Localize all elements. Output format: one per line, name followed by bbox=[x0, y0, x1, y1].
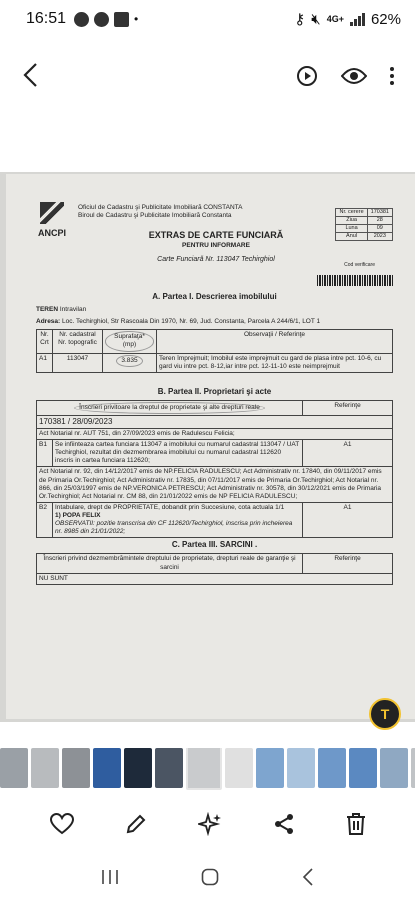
thumbnail[interactable] bbox=[349, 748, 377, 788]
month-value: 09 bbox=[367, 224, 392, 232]
a-row-cadastral: 113047 bbox=[53, 353, 103, 372]
year-value: 2023 bbox=[367, 232, 392, 240]
thumbnail[interactable] bbox=[93, 748, 121, 788]
year-label: Anul bbox=[336, 232, 367, 240]
c-row: NU SUNT bbox=[37, 573, 393, 584]
part-b-heading: B. Partea II. Proprietari şi acte bbox=[157, 386, 272, 396]
a-col-surface bbox=[103, 330, 157, 353]
b-col-entries-label: Înscrieri privitoare la dreptul de proprietate şi alte drepturi reale bbox=[74, 402, 265, 414]
part-a-table bbox=[36, 329, 393, 373]
thumbnail-strip[interactable] bbox=[0, 748, 415, 790]
mute-icon: 🔇︎ bbox=[311, 10, 321, 28]
teren-line bbox=[36, 306, 393, 314]
document-header bbox=[36, 200, 393, 270]
logo-label: ANCPI bbox=[37, 228, 66, 238]
gmail-icon bbox=[114, 12, 129, 27]
pencil-icon[interactable] bbox=[125, 813, 147, 835]
thumbnail[interactable] bbox=[411, 748, 415, 788]
month-label: Luna bbox=[336, 224, 367, 232]
trash-icon[interactable] bbox=[346, 813, 366, 835]
b-request-ref: 170381 / 28/09/2023 bbox=[37, 415, 393, 428]
b2-observations: OBSERVATII: pozitie transcrisa din CF 112620/Techirghiol, inscrisa prin incheierea nr. 8985 din 21/01/2022; bbox=[55, 520, 293, 536]
back-arrow-icon[interactable] bbox=[22, 62, 38, 88]
day-label: Ziua bbox=[336, 216, 367, 224]
notification-icons bbox=[74, 12, 138, 27]
part-b-table bbox=[36, 400, 393, 539]
b-col-refs: Referinţe bbox=[303, 400, 393, 415]
text-recognition-button[interactable] bbox=[369, 698, 401, 730]
eye-icon[interactable] bbox=[341, 66, 367, 86]
c-col-refs: Referinţe bbox=[303, 554, 393, 573]
a-col-surface-label: Suprafaţa* (mp) bbox=[105, 331, 154, 351]
a-row-observations: Teren împrejmuit; Imobilul este imprejmuit cu gard de plasa intre pct. 10-6, cu gard viu intre pct. 8-12,iar intre pct. 12-11-10 este neimprejmuit bbox=[157, 353, 393, 372]
a-col-nr: Nr. Crt bbox=[37, 330, 53, 353]
home-icon[interactable] bbox=[201, 868, 219, 886]
whatsapp-icon bbox=[94, 12, 109, 27]
a-row-nr: A1 bbox=[37, 353, 53, 372]
barcode bbox=[317, 275, 393, 286]
address-line bbox=[36, 318, 393, 326]
address-value: Loc. Techirghiol, Str Rascoala Din 1970, Nr. 69, Jud. Constanta, Parcela A 244/6/1, LOT 1 bbox=[62, 318, 321, 326]
part-a-heading: A. Partea I. Descrierea imobilului bbox=[152, 292, 277, 301]
bottom-action-bar bbox=[0, 800, 415, 848]
thumbnail[interactable] bbox=[0, 748, 28, 788]
network-label: 4G+ bbox=[326, 14, 344, 24]
share-icon[interactable] bbox=[273, 813, 295, 835]
key-icon: ⚷ bbox=[294, 11, 306, 28]
b-acts-list: Act Notarial nr. 92, din 14/12/2017 emis de NP.FELICIA RADULESCU; Act Administrativ nr. 17840, din 09/11/2017 emis de Primaria Or.Techirghiol; Act Administrativ nr. 17835, din 07/11/2017 emis de Primaria Or.Techirghiol; Act Notarial nr. 866, din 25/03/1997 emis de NP.VERONICA PETRESCU; Act Administrativ nr. 30578, din 30/12/2021 emis de Primaria Or.Techirghiol; Act Notarial nr. CM 88, din 21/01/2022 emis de NP FELICIA RADULESCU; bbox=[37, 467, 393, 503]
b2-cell bbox=[53, 502, 303, 538]
thumbnail[interactable] bbox=[287, 748, 315, 788]
a-col-observations: Observaţii / Referinţe bbox=[157, 330, 393, 353]
thumbnail[interactable] bbox=[225, 748, 253, 788]
ancpi-logo bbox=[36, 202, 68, 270]
photo-notification-icon bbox=[74, 12, 89, 27]
thumbnail[interactable] bbox=[31, 748, 59, 788]
remaster-icon[interactable] bbox=[295, 64, 319, 88]
req-value: 170381 bbox=[367, 209, 392, 217]
title-sub: PENTRU INFORMARE bbox=[182, 242, 250, 250]
signal-icon bbox=[350, 12, 365, 26]
recents-icon[interactable] bbox=[101, 869, 119, 885]
top-app-bar bbox=[0, 50, 415, 105]
status-right bbox=[294, 10, 401, 28]
thumbnail[interactable] bbox=[318, 748, 346, 788]
thumbnail[interactable] bbox=[256, 748, 284, 788]
teren-value: Intravilan bbox=[59, 306, 87, 313]
status-bar bbox=[0, 0, 415, 38]
b-col-entries bbox=[37, 400, 303, 415]
a-row-surface-value: 3.835 bbox=[116, 355, 142, 367]
b-act-1: Act Notarial nr. AUT 751, din 27/09/2023 emis de Radulescu Felicia; bbox=[37, 428, 393, 439]
heart-icon[interactable] bbox=[50, 813, 74, 835]
thumbnail[interactable] bbox=[124, 748, 152, 788]
address-label: Adresa: bbox=[36, 318, 61, 326]
dot-icon: • bbox=[134, 12, 139, 26]
thumbnail[interactable] bbox=[380, 748, 408, 788]
top-actions bbox=[295, 64, 395, 88]
ancpi-emblem-icon bbox=[40, 202, 64, 224]
b2-owner: 1) POPA FELIX bbox=[55, 512, 101, 519]
cf-number: Carte Funciară Nr. 113047 Techirghiol bbox=[157, 256, 275, 264]
status-time: 16:51 bbox=[26, 10, 67, 27]
system-nav-bar bbox=[0, 857, 415, 897]
more-vert-icon[interactable] bbox=[389, 66, 395, 86]
thumbnail[interactable] bbox=[155, 748, 183, 788]
battery-label: 62% bbox=[370, 10, 401, 28]
text-recognition-icon: T bbox=[380, 706, 390, 722]
b2-id: B2 bbox=[37, 502, 53, 538]
sparkle-icon[interactable] bbox=[198, 812, 222, 836]
document-title bbox=[136, 230, 296, 265]
day-value: 28 bbox=[367, 216, 392, 224]
document-page bbox=[6, 174, 415, 719]
office-line-2: Biroul de Cadastru şi Publicitate Imobiliară Constanta bbox=[78, 212, 232, 220]
thumbnail[interactable] bbox=[186, 748, 222, 790]
part-c-table bbox=[36, 553, 393, 584]
a-col-cadastral: Nr. cadastral Nr. topografic bbox=[53, 330, 103, 353]
a-row-surface bbox=[103, 353, 157, 372]
teren-label: TEREN bbox=[36, 306, 59, 313]
office-line-1: Oficiul de Cadastru şi Publicitate Imobiliară CONSTANTA bbox=[78, 204, 243, 211]
b1-ref: A1 bbox=[303, 440, 393, 467]
nav-back-icon[interactable] bbox=[302, 868, 314, 886]
b2-ref: A1 bbox=[303, 502, 393, 538]
title-main: EXTRAS DE CARTE FUNCIARĂ bbox=[148, 230, 284, 240]
c-col-entries: Înscrieri privind dezmembrămintele dreptului de proprietate, drepturi reale de garanţie şi sarcini bbox=[37, 554, 303, 573]
verification-code: Cod verificare bbox=[344, 262, 375, 268]
b1-id: B1 bbox=[37, 440, 53, 467]
request-box bbox=[335, 208, 393, 241]
photo-viewer[interactable] bbox=[0, 172, 415, 722]
part-c-heading: C. Partea III. SARCINI . bbox=[171, 540, 258, 550]
thumbnail[interactable] bbox=[62, 748, 90, 788]
b2-text: Intabulare, drept de PROPRIETATE, dobandit prin Succesiune, cota actuala 1/1 bbox=[55, 503, 285, 511]
req-label: Nr. cerere bbox=[336, 209, 367, 217]
b1-text: Se infiinteaza cartea funciara 113047 a imobilului cu numarul cadastral 113047 / UAT Techirghiol, rezultat din dezmembrarea imobilului cu numarul cadastral 112620 inscris in cartea funciara 112620; bbox=[53, 440, 303, 467]
